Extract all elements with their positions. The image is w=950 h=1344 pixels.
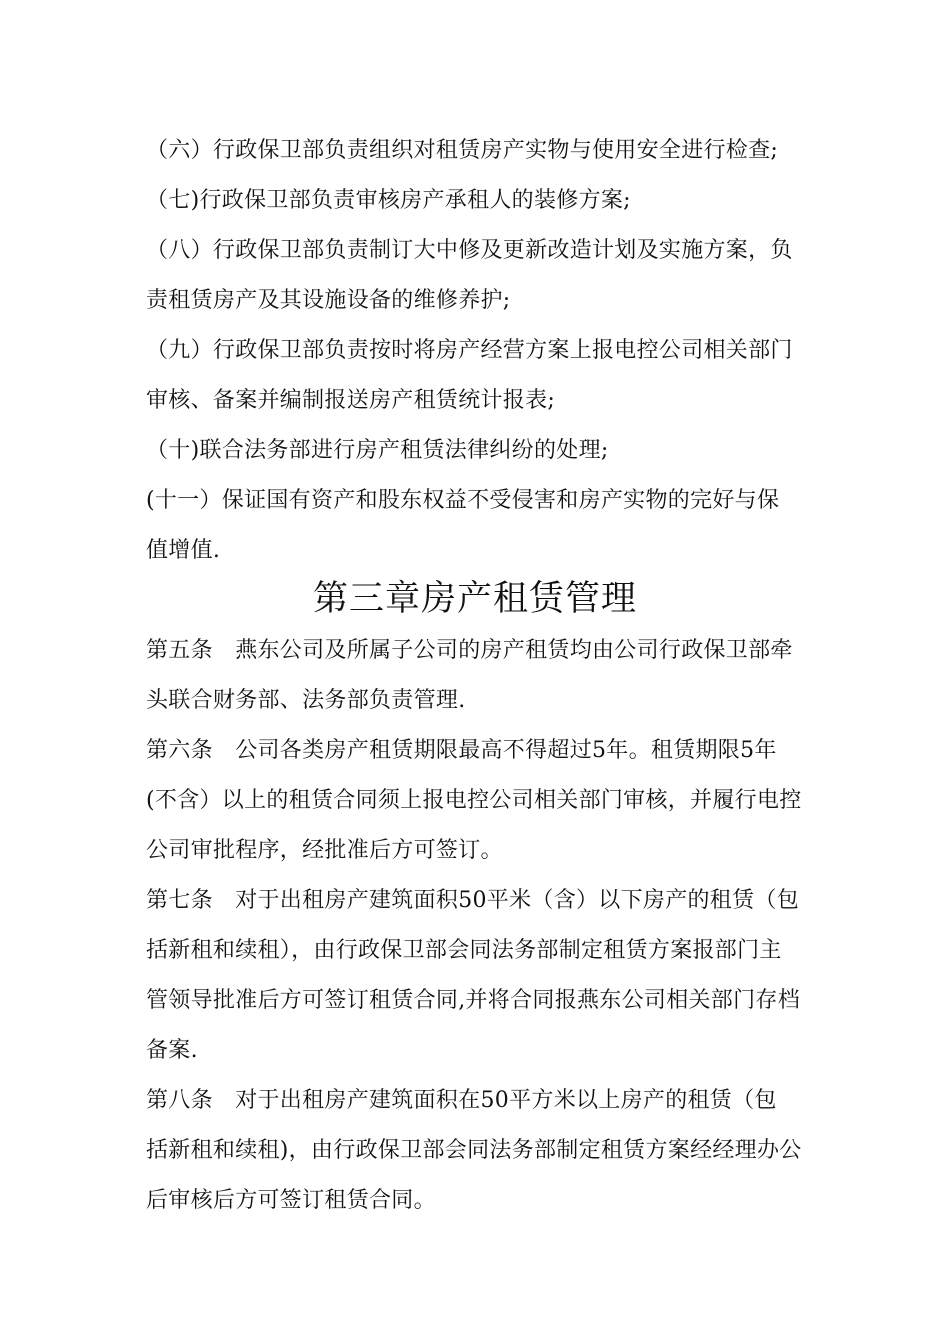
text-line: 值增值.	[146, 538, 221, 563]
text-line: (十一）保证国有资产和股东权益不受侵害和房产实物的完好与保	[146, 488, 780, 513]
text-line: (不含）以上的租赁合同须上报电控公司相关部门审核，并履行电控	[146, 788, 802, 813]
text-line: 第七条 对于出租房产建筑面积50平米（含）以下房产的租赁（包	[146, 888, 799, 913]
text-line: 第五条 燕东公司及所属子公司的房产租赁均由公司行政保卫部牵	[146, 638, 793, 663]
text-line: 第八条 对于出租房产建筑面积在50平方米以上房产的租赁（包	[146, 1088, 777, 1113]
text-line: 括新租和续租），由行政保卫部会同法务部制定租赁方案报部门主	[146, 938, 782, 963]
text-line: （八）行政保卫部负责制订大中修及更新改造计划及实施方案，负	[146, 238, 793, 263]
text-line: 头联合财务部、法务部负责管理.	[146, 688, 466, 713]
text-line: （六）行政保卫部负责组织对租赁房产实物与使用安全进行检查;	[146, 138, 779, 163]
text-line: 公司审批程序，经批准后方可签订。	[146, 838, 503, 863]
text-line: 审核、备案并编制报送房产租赁统计报表;	[146, 388, 556, 413]
text-line: （七)行政保卫部负责审核房产承租人的装修方案;	[146, 188, 631, 213]
text-line: （九）行政保卫部负责按时将房产经营方案上报电控公司相关部门	[146, 338, 793, 363]
chapter-title: 第三章房产租赁管理	[312, 579, 637, 619]
text-line: 后审核后方可签订租赁合同。	[146, 1188, 436, 1213]
text-line: 备案.	[146, 1038, 198, 1063]
text-line: 管领导批准后方可签订租赁合同,并将合同报燕东公司相关部门存档	[146, 988, 800, 1013]
text-line: （十)联合法务部进行房产租赁法律纠纷的处理;	[146, 438, 609, 463]
text-line: 括新租和续租)，由行政保卫部会同法务部制定租赁方案经经理办公	[146, 1138, 802, 1163]
text-line: 第六条 公司各类房产租赁期限最高不得超过5年。租赁期限5年	[146, 738, 777, 763]
text-line: 责租赁房产及其设施设备的维修养护;	[146, 288, 511, 313]
